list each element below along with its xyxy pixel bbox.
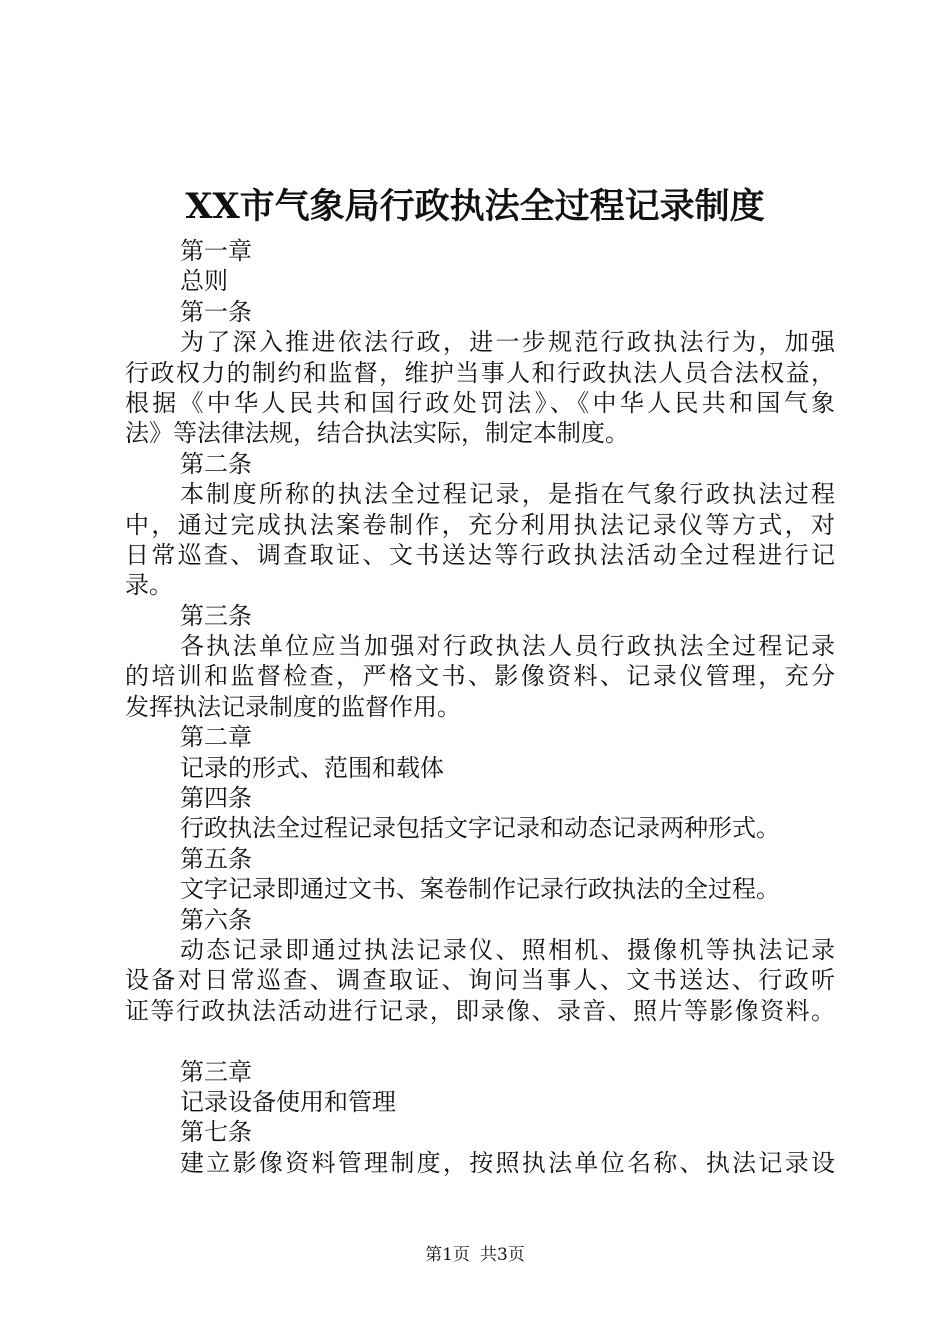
section-heading-line: 第七条 (180, 1118, 252, 1147)
paragraph-line: 证等行政执法活动进行记录，即录像、录音、照片等影像资料。 (125, 996, 835, 1025)
paragraph-line: 发挥执法记录制度的监督作用。 (125, 692, 461, 721)
section-heading-line: 文字记录即通过文书、案卷制作记录行政执法的全过程。 (180, 875, 780, 904)
section-heading-line: 第三章 (180, 1057, 252, 1086)
section-heading-line: 第六条 (180, 905, 252, 934)
paragraph-line: 录。 (125, 571, 173, 600)
paragraph-line: 各执法单位应当加强对行政执法人员行政执法全过程记录 (180, 632, 835, 661)
page-total: 共3页 (480, 1245, 525, 1265)
section-heading-line: 第一章 (180, 237, 252, 265)
paragraph-line: 建立影像资料管理制度，按照执法单位名称、执法记录设 (180, 1148, 835, 1177)
blank-line (125, 1026, 835, 1056)
document-body (125, 236, 835, 1178)
paragraph-line: 的培训和监督检查，严格文书、影像资料、记录仪管理，充分 (125, 662, 835, 691)
section-heading-line: 总则 (180, 267, 228, 296)
document-title: XX市气象局行政执法全过程记录制度 (185, 186, 765, 227)
paragraph-line: 为了深入推进依法行政，进一步规范行政执法行为，加强 (180, 328, 835, 357)
section-heading-line: 第五条 (180, 844, 252, 873)
section-heading-line: 第一条 (180, 297, 252, 326)
paragraph-line: 中，通过完成执法案卷制作，充分利用执法记录仪等方式，对 (125, 510, 835, 539)
section-heading-line: 第二条 (180, 449, 252, 478)
section-heading-line: 第二章 (180, 723, 252, 752)
paragraph-line: 根据《中华人民共和国行政处罚法》、《中华人民共和国气象 (125, 388, 835, 417)
paragraph-line: 设备对日常巡查、调查取证、询问当事人、文书送达、行政听 (125, 966, 835, 995)
section-heading-line: 记录设备使用和管理 (180, 1087, 396, 1116)
paragraph-line: 法》等法律法规，结合执法实际，制定本制度。 (125, 419, 629, 448)
paragraph-line: 动态记录即通过执法记录仪、照相机、摄像机等执法记录 (180, 935, 835, 964)
section-heading-line: 记录的形式、范围和载体 (180, 753, 444, 782)
paragraph-line: 日常巡查、调查取证、文书送达等行政执法活动全过程进行记 (125, 540, 835, 569)
page-number: 第1页 (425, 1245, 470, 1265)
paragraph-line: 本制度所称的执法全过程记录，是指在气象行政执法过程 (180, 480, 835, 509)
paragraph-line: 行政权力的制约和监督，维护当事人和行政执法人员合法权益， (125, 358, 835, 387)
page-footer (0, 1243, 950, 1267)
section-heading-line: 行政执法全过程记录包括文字记录和动态记录两种形式。 (180, 814, 780, 843)
section-heading-line: 第四条 (180, 784, 252, 813)
section-heading-line: 第三条 (180, 601, 252, 630)
